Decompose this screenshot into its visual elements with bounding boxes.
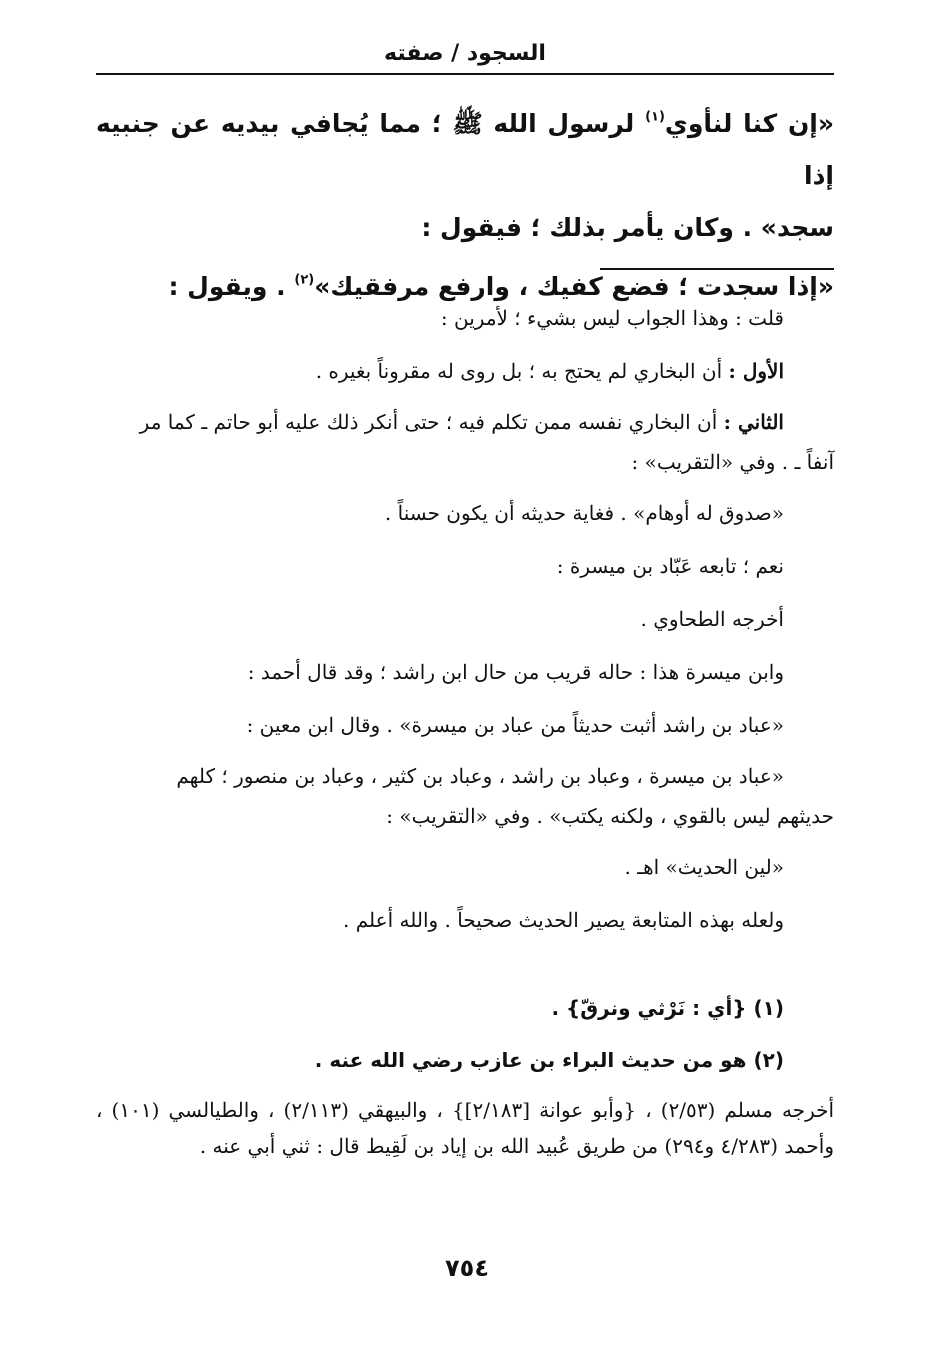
footnote-marker-2: (٢) — [294, 272, 315, 288]
commentary-paragraph: قلت : وهذا الجواب ليس بشيء ؛ لأمرين : — [440, 306, 784, 330]
paragraph-text: أن البخاري نفسه ممن تكلم فيه ؛ حتى أنكر ذلك عليه أبو حاتم ـ كما مر — [139, 410, 724, 434]
section-divider — [600, 268, 834, 270]
commentary-paragraph — [96, 402, 834, 482]
main-line-1-start: «إن كنا لنأوي — [664, 109, 834, 138]
paragraph-first-line: «عباد بن ميسرة ، وعباد بن راشد ، وعباد بن كثير ، وعباد بن منصور ؛ كلهم — [176, 764, 784, 788]
page-number: ٧٥٤ — [445, 1254, 489, 1282]
main-line-1 — [96, 98, 834, 202]
commentary-paragraph — [96, 756, 834, 836]
commentary-paragraph: وابن ميسرة هذا : حاله قريب من حال ابن راشد ؛ وقد قال أحمد : — [247, 660, 784, 684]
commentary-paragraph: «عباد بن راشد أثبت حديثاً من عباد بن ميسرة» . وقال ابن معين : — [246, 713, 784, 737]
commentary-paragraph: «صدوق له أوهام» . فغاية حديثه أن يكون حسناً . — [384, 501, 784, 525]
footnote-2: (٢) هو من حديث البراء بن عازب رضي الله عنه . — [314, 1048, 784, 1072]
header-rule — [96, 73, 834, 75]
paragraph-continuation: آنفاً ـ . وفي «التقريب» : — [631, 450, 834, 474]
reference-line-2: (١٠١) ، وأحمد (٤/٢٨٣ و٢٩٤) من طريق عُبيد الله بن إياد بن لَقِيط قال : ثني أبي عنه . — [96, 1098, 834, 1158]
footnote-references — [96, 1092, 834, 1164]
paragraph-text: أن البخاري لم يحتج به ؛ بل روى له مقروناً بغيره . — [315, 359, 729, 383]
reference-line-1: أخرجه مسلم (٢/٥٣) ، {وأبو عوانة [٢/١٨٣]} ، والبيهقي (٢/١١٣) ، والطيالسي — [168, 1098, 835, 1122]
footnotes — [96, 986, 834, 1164]
commentary-paragraph: «لين الحديث» اهـ . — [624, 855, 784, 879]
main-line-2: سجد» . وكان يأمر بذلك ؛ فيقول : — [421, 213, 834, 242]
footnote-1: (١) {أي : نَرْثي ونرقّ} . — [551, 996, 784, 1020]
footnote-marker-1: (١) — [645, 109, 665, 125]
commentary-paragraph: نعم ؛ تابعه عَبّاد بن ميسرة : — [556, 554, 784, 578]
running-header: السجود / صفته — [384, 41, 546, 66]
main-line-1-end: لرسول الله ﷺ ؛ مما يُجافي بيديه عن جنبيه إذا — [96, 109, 834, 190]
commentary-paragraph — [96, 349, 834, 393]
paragraph-continuation: حديثهم ليس بالقوي ، ولكنه يكتب» . وفي «التقريب» : — [386, 804, 834, 828]
commentary-paragraph: أخرجه الطحاوي . — [640, 607, 784, 631]
commentary-paragraph: ولعله بهذه المتابعة يصير الحديث صحيحاً . والله أعلم . — [343, 908, 784, 932]
paragraph-label: الأول : — [728, 359, 784, 383]
paragraph-label: الثاني : — [723, 410, 784, 434]
commentary — [96, 296, 834, 942]
paragraph-first-line — [96, 402, 834, 442]
main-hadith-text — [96, 98, 834, 316]
main-line-3-start: «إذا سجدت ؛ فضع كفيك ، وارفع مرفقيك» — [314, 272, 834, 301]
main-line-3-end: . ويقول : — [168, 272, 295, 301]
